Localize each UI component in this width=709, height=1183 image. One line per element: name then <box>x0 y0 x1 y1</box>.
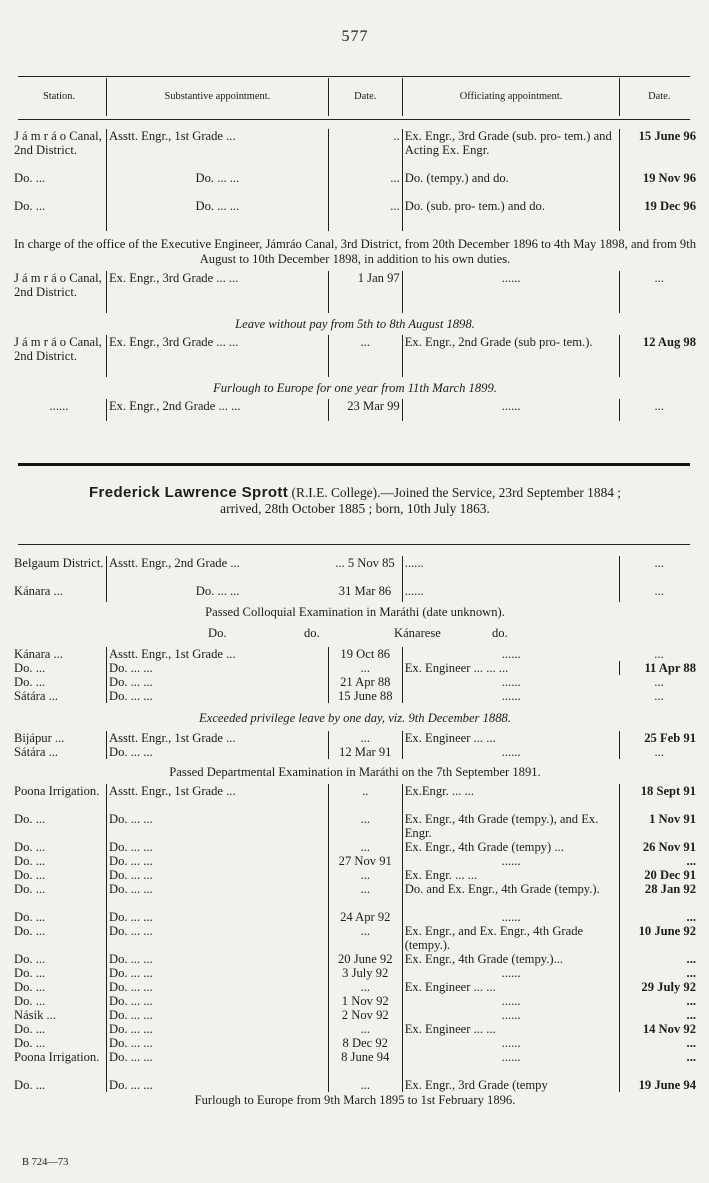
station-cell: Bijápur ... <box>12 731 106 745</box>
table-row <box>12 1050 698 1078</box>
date2-cell: 18 Sept 91 <box>640 784 696 798</box>
officiating-cell: ...... <box>402 745 620 759</box>
substantive-cell: Asstt. Engr., 1st Grade ... <box>106 731 328 745</box>
officiating-cell: Ex. Engr., 4th Grade (tempy) ... <box>402 840 620 854</box>
officiating-cell: Do. (tempy.) and do. <box>402 171 620 199</box>
station-cell: Do. ... <box>12 882 106 910</box>
date-cell: ... <box>328 335 402 377</box>
date-cell: 3 July 92 <box>328 966 402 980</box>
section-1-table-c <box>12 335 698 377</box>
note-kanarese-do-1: Do. <box>208 626 227 640</box>
table-row <box>12 882 698 910</box>
substantive-cell: Do. ... ... <box>106 840 328 854</box>
date-cell: 23 Mar 99 <box>328 399 402 421</box>
officiating-cell: Ex.Engr. ... ... <box>402 784 620 812</box>
date2-cell: ... <box>686 910 696 924</box>
substantive-cell: Do. ... ... <box>106 910 328 924</box>
date-cell: 15 June 88 <box>328 689 402 703</box>
date-cell: 12 Mar 91 <box>328 745 402 759</box>
officiating-cell: ...... <box>501 689 521 703</box>
header-station: Station. <box>12 78 106 116</box>
table-row <box>12 271 698 313</box>
table-row <box>12 129 698 171</box>
date2-cell: 25 Feb 91 <box>644 731 696 745</box>
station-cell: Do. ... <box>12 1036 106 1050</box>
date-cell: 1 Jan 97 <box>328 271 402 313</box>
officiating-cell: Ex. Engineer ... ... <box>402 1022 620 1036</box>
station-cell: J á m r á o Canal, 2nd District. <box>12 129 106 171</box>
table-row <box>12 661 698 675</box>
section-2-table-a <box>12 556 698 602</box>
substantive-cell: Do. ... ... <box>106 745 328 759</box>
station-cell: Do. ... <box>12 1022 106 1036</box>
footer-code: B 724—73 <box>22 1157 69 1168</box>
station-cell: Do. ... <box>12 661 106 675</box>
substantive-cell: Do. ... ... <box>195 584 240 598</box>
date-cell: 27 Nov 91 <box>328 854 402 868</box>
officer-details-2: arrived, 28th October 1885 ; born, 10th July 1863. <box>220 501 490 516</box>
table-row <box>12 812 698 840</box>
date2-cell: 11 Apr 88 <box>644 661 696 675</box>
station-cell: Do. ... <box>12 1078 106 1092</box>
date2-cell: 26 Nov 91 <box>642 840 696 854</box>
station-cell: Do. ... <box>12 910 106 924</box>
section-1 <box>12 129 698 421</box>
officiating-cell: ...... <box>402 1050 620 1078</box>
section-1-table-b <box>12 271 698 313</box>
date2-cell: ... <box>686 952 696 966</box>
officiating-cell: ...... <box>402 399 620 421</box>
substantive-cell: Do. ... ... <box>106 1050 328 1078</box>
section-2-table-d <box>12 784 698 1092</box>
officiating-cell: ...... <box>501 647 521 661</box>
note-furlough-1895: Furlough to Europe from 9th March 1895 to 1st February 1896. <box>194 1093 516 1107</box>
date-cell: ... <box>328 924 402 952</box>
date2-cell: ... <box>686 994 696 1008</box>
date-cell: ... <box>328 171 402 199</box>
substantive-cell: Do. ... ... <box>106 854 328 868</box>
date2-cell: ... <box>654 271 664 285</box>
table-row <box>12 1078 698 1092</box>
station-cell: Sátára ... <box>12 745 106 759</box>
station-cell: Do. ... <box>12 675 106 689</box>
substantive-cell: Ex. Engr., 3rd Grade ... ... <box>106 271 328 313</box>
note-furlough-1899: Furlough to Europe for one year from 11th March 1899. <box>213 381 497 395</box>
date2-cell: 20 Dec 91 <box>644 868 696 882</box>
date2-cell: 1 Nov 91 <box>649 812 696 826</box>
table-row <box>12 731 698 745</box>
substantive-cell: Do. ... ... <box>106 1008 328 1022</box>
table-row <box>12 171 698 199</box>
station-cell: Poona Irrigation. <box>12 784 106 812</box>
date2-cell: ... <box>654 399 664 413</box>
table-row <box>12 1022 698 1036</box>
station-cell: Kánara ... <box>12 647 106 661</box>
date-cell: 31 Mar 86 <box>328 584 402 602</box>
station-cell: Sátára ... <box>12 689 106 703</box>
date-cell: 1 Nov 92 <box>328 994 402 1008</box>
substantive-cell: Do. ... ... <box>106 199 328 231</box>
date2-cell: ... <box>654 556 664 570</box>
officiating-cell: Ex. Engineer ... ... <box>402 980 620 994</box>
table-row <box>12 910 698 924</box>
station-cell: Do. ... <box>12 966 106 980</box>
officiating-cell: Ex. Engineer ... ... ... <box>402 661 620 675</box>
station-cell: Do. ... <box>12 994 106 1008</box>
substantive-cell: Do. ... ... <box>106 1036 328 1050</box>
note-kanarese-lang: Kánarese <box>394 626 441 640</box>
substantive-cell: Do. ... ... <box>106 675 328 689</box>
substantive-cell: Do. ... ... <box>106 966 328 980</box>
officiating-cell: Ex. Engr., 3rd Grade (sub. pro- tem.) and Acting Ex. Engr. <box>402 129 620 171</box>
date-cell: ... <box>328 980 402 994</box>
date2-cell: 12 Aug 98 <box>642 335 696 349</box>
substantive-cell: Do. ... ... <box>106 868 328 882</box>
date2-cell: ... <box>654 584 664 598</box>
table-row <box>12 689 698 703</box>
date-cell: .. <box>328 784 402 812</box>
officiating-cell: Ex. Engr., 2nd Grade (sub pro- tem.). <box>402 335 620 377</box>
substantive-cell: Do. ... ... <box>106 924 328 952</box>
substantive-cell: Do. ... ... <box>106 952 328 966</box>
officiating-cell: ...... <box>402 1008 620 1022</box>
officiating-cell: ...... <box>402 854 620 868</box>
table-row <box>12 1008 698 1022</box>
date2-cell: ... <box>654 745 664 759</box>
officiating-cell: ...... <box>402 584 620 602</box>
note-kanarese-do-2: do. <box>304 626 320 640</box>
date-cell: ... <box>328 1078 402 1092</box>
date2-cell: 10 June 92 <box>638 924 696 938</box>
substantive-cell: Asstt. Engr., 1st Grade ... <box>106 784 328 812</box>
table-row <box>12 980 698 994</box>
date2-cell: 14 Nov 92 <box>642 1022 696 1036</box>
note-departmental-exam: Passed Departmental Examination in Maráthi on the 7th September 1891. <box>169 765 541 779</box>
section-1-table-d <box>12 399 698 421</box>
substantive-cell: Asstt. Engr., 1st Grade ... <box>106 647 328 661</box>
date2-cell: 19 Dec 96 <box>644 199 696 213</box>
page-number: 577 <box>341 28 369 45</box>
date-cell: ... <box>328 199 402 231</box>
substantive-cell: Ex. Engr., 2nd Grade ... ... <box>106 399 328 421</box>
station-cell: Do. ... <box>12 980 106 994</box>
table-row <box>12 784 698 812</box>
date-cell: 20 June 92 <box>328 952 402 966</box>
table-row <box>12 966 698 980</box>
date-cell: ... <box>328 840 402 854</box>
station-cell: Kánara ... <box>12 584 106 602</box>
date-cell: 8 June 94 <box>328 1050 402 1078</box>
officiating-cell: Ex. Engr., 4th Grade (tempy.)... <box>402 952 620 966</box>
substantive-cell: Do. ... ... <box>106 812 328 840</box>
date-cell: ... <box>328 812 402 840</box>
date2-cell: ... <box>686 1008 696 1022</box>
date-cell: 24 Apr 92 <box>328 910 402 924</box>
table-row <box>12 952 698 966</box>
table-row <box>12 399 698 421</box>
station-cell: ...... <box>12 399 106 421</box>
date2-cell: ... <box>686 1050 696 1064</box>
date2-cell: ... <box>654 689 664 703</box>
table-row <box>12 556 698 584</box>
table-row <box>12 745 698 759</box>
header-date: Date. <box>328 78 402 116</box>
date2-cell: 15 June 96 <box>638 129 696 143</box>
officiating-cell: ...... <box>501 675 521 689</box>
table-row <box>12 584 698 602</box>
substantive-cell: Asstt. Engr., 2nd Grade ... <box>108 556 240 570</box>
substantive-cell: Do. ... ... <box>106 1022 328 1036</box>
note-kanarese-do-3: do. <box>492 626 508 640</box>
section-2-table-b <box>12 647 698 703</box>
date-cell: ... 5 Nov 85 <box>328 556 402 584</box>
date2-cell: 28 Jan 92 <box>644 882 696 896</box>
substantive-cell: Do. ... ... <box>106 994 328 1008</box>
officer-details: (R.I.E. College).—Joined the Service, 23rd September 1884 ; <box>291 485 622 500</box>
officiating-cell: ...... <box>402 994 620 1008</box>
date2-cell: ... <box>686 966 696 980</box>
substantive-cell: Ex. Engr., 3rd Grade ... ... <box>106 335 328 377</box>
date2-cell: 19 Nov 96 <box>642 171 696 185</box>
substantive-cell: Do. ... ... <box>106 689 328 703</box>
header-officiating: Officiating appointment. <box>402 78 620 116</box>
station-cell: Belgaum District. <box>12 556 106 584</box>
officiating-cell: Ex. Engr., 4th Grade (tempy.), and Ex. Engr. <box>402 812 620 840</box>
date-cell: 8 Dec 92 <box>328 1036 402 1050</box>
header-date2: Date. <box>648 91 671 102</box>
header-bottom-rule <box>18 119 690 120</box>
station-cell: Do. ... <box>12 868 106 882</box>
note-leave-without-pay: Leave without pay from 5th to 8th August 1898. <box>235 317 475 331</box>
table-row <box>12 840 698 854</box>
station-cell: J á m r á o Canal, 2nd District. <box>12 271 106 313</box>
table-row <box>12 854 698 868</box>
date-cell: ... <box>328 868 402 882</box>
date-cell: ... <box>328 731 402 745</box>
officiating-cell: Do. and Ex. Engr., 4th Grade (tempy.). <box>402 882 620 910</box>
officiating-cell: Ex. Engr. ... ... <box>402 868 620 882</box>
officer-rule <box>18 544 690 545</box>
station-cell: Do. ... <box>12 840 106 854</box>
station-cell: Do. ... <box>12 854 106 868</box>
officiating-cell: ...... <box>402 556 620 584</box>
note-colloquial-exam: Passed Colloquial Examination in Maráthi (date unknown). <box>205 605 505 619</box>
date2-cell: ... <box>686 854 696 868</box>
section-2 <box>12 556 698 1109</box>
column-header <box>12 78 698 116</box>
substantive-cell: Do. ... ... <box>106 171 328 199</box>
date-cell: ... <box>328 1022 402 1036</box>
table-row <box>12 647 698 661</box>
table-row <box>12 994 698 1008</box>
officer-heading <box>12 485 698 517</box>
date-cell: 2 Nov 92 <box>328 1008 402 1022</box>
station-cell: Do. ... <box>12 812 106 840</box>
table-row <box>12 335 698 377</box>
table-row <box>12 199 698 231</box>
section-divider <box>18 463 690 466</box>
officiating-cell: ...... <box>402 966 620 980</box>
section-1-table-a <box>12 129 698 231</box>
station-cell: Do. ... <box>12 171 106 199</box>
date-cell: .. <box>328 129 402 171</box>
substantive-cell: Do. ... ... <box>106 882 328 910</box>
substantive-cell: Do. ... ... <box>106 661 328 675</box>
officiating-cell: ...... <box>402 271 620 313</box>
date2-cell: ... <box>654 675 664 689</box>
date-cell: ... <box>328 882 402 910</box>
substantive-cell: Asstt. Engr., 1st Grade ... <box>106 129 328 171</box>
date-cell: 21 Apr 88 <box>328 675 402 689</box>
table-row <box>12 1036 698 1050</box>
date-cell: ... <box>328 661 402 675</box>
station-cell: Do. ... <box>12 199 106 231</box>
table-row <box>12 924 698 952</box>
station-cell: Do. ... <box>12 924 106 952</box>
header-top-rule <box>18 76 690 77</box>
table-row <box>12 675 698 689</box>
officiating-cell: Ex. Engr., 3rd Grade (tempy <box>402 1078 620 1092</box>
section-2-table-c <box>12 731 698 759</box>
station-cell: Do. ... <box>12 952 106 966</box>
table-row <box>12 868 698 882</box>
station-cell: Násik ... <box>12 1008 106 1022</box>
officiating-cell: Ex. Engineer ... ... <box>402 731 620 745</box>
date2-cell: 19 June 94 <box>638 1078 696 1092</box>
substantive-cell: Do. ... ... <box>106 980 328 994</box>
date2-cell: 29 July 92 <box>641 980 696 994</box>
officiating-cell: Ex. Engr., and Ex. Engr., 4th Grade (tempy.). <box>402 924 620 952</box>
officiating-cell: ...... <box>402 1036 620 1050</box>
officiating-cell: Do. (sub. pro- tem.) and do. <box>402 199 620 231</box>
date-cell: 19 Oct 86 <box>328 647 402 661</box>
date2-cell: ... <box>654 647 664 661</box>
note-kanarese-exam <box>12 623 698 647</box>
station-cell: Poona Irrigation. <box>12 1050 106 1078</box>
officiating-cell: ...... <box>402 910 620 924</box>
station-cell: J á m r á o Canal, 2nd District. <box>12 335 106 377</box>
note-exceeded-leave: Exceeded privilege leave by one day, viz. 9th December 1888. <box>199 711 511 725</box>
note-jamrao-charge: In charge of the office of the Executive Engineer, Jámráo Canal, 3rd District, from 20th December 1896 to 4th May 1898, and from 9th August to 10th December 1898, in addition to his own duties. <box>13 237 697 266</box>
header-substantive: Substantive appointment. <box>106 78 328 116</box>
officer-name: Frederick Lawrence Sprott <box>88 484 289 501</box>
substantive-cell: Do. ... ... <box>106 1078 328 1092</box>
date2-cell: ... <box>686 1036 696 1050</box>
